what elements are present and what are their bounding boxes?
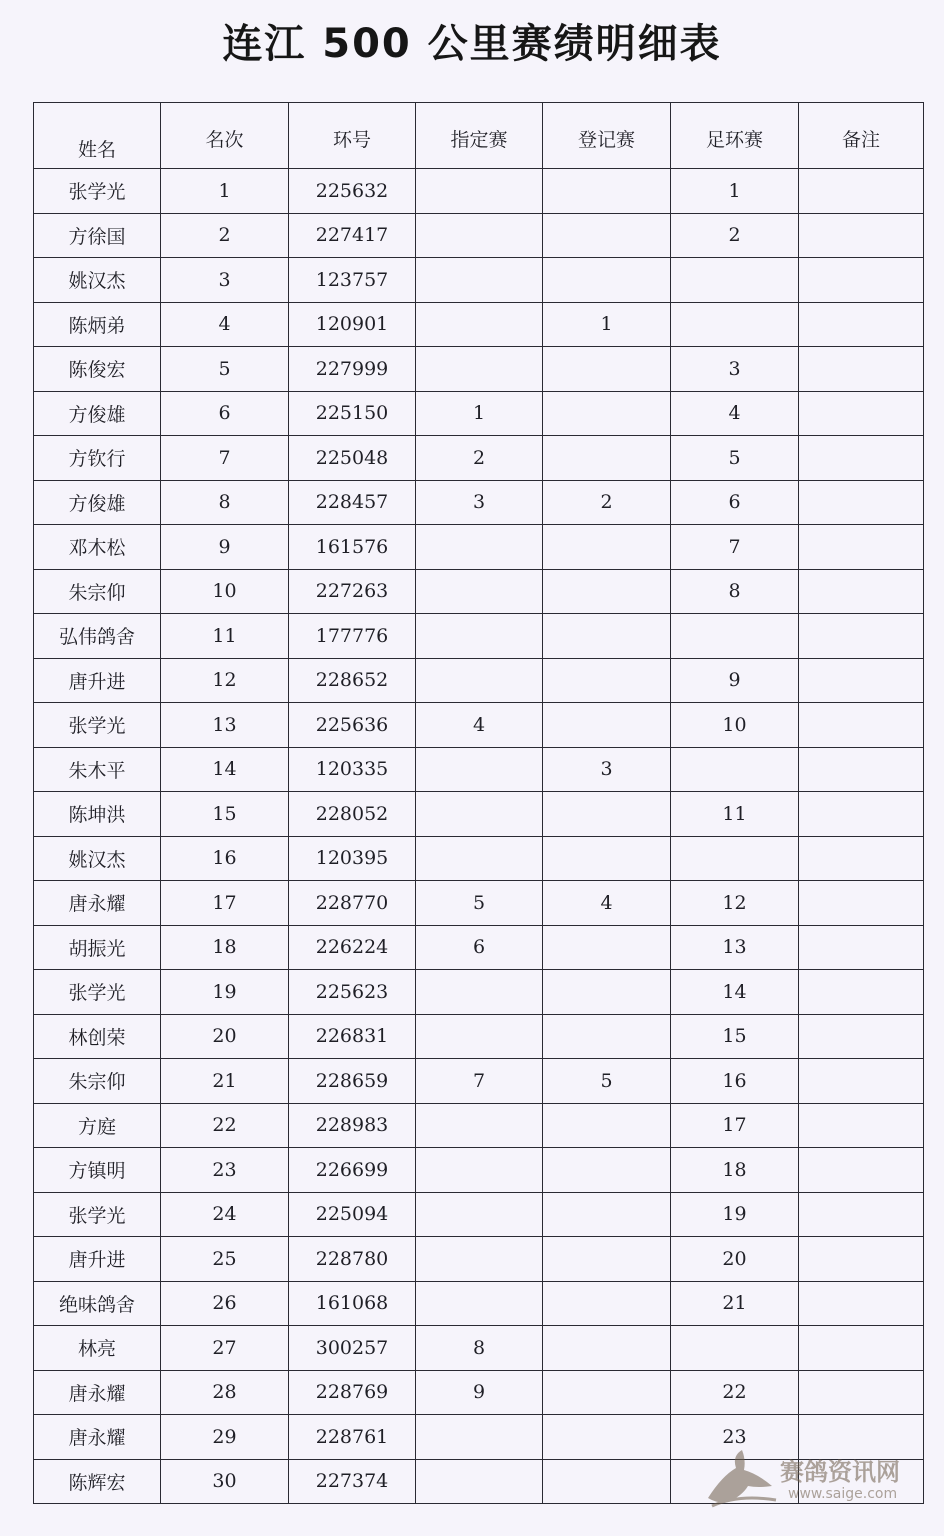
table-row — [34, 881, 924, 926]
cell-zuhuan: 11 — [671, 792, 799, 837]
table-body — [34, 169, 924, 1504]
cell-remark — [799, 1326, 924, 1371]
cell-zuhuan: 4 — [671, 391, 799, 436]
column-header-zuhuan: 足环赛 — [671, 103, 799, 169]
cell-remark — [799, 302, 924, 347]
cell-zhiding — [416, 1415, 543, 1460]
cell-name: 张学光 — [34, 703, 161, 748]
cell-rank: 9 — [161, 525, 289, 570]
table-row — [34, 569, 924, 614]
cell-remark — [799, 1370, 924, 1415]
cell-ring-number: 227374 — [289, 1459, 416, 1504]
cell-name: 弘伟鸽舍 — [34, 614, 161, 659]
cell-rank: 17 — [161, 881, 289, 926]
results-table — [33, 102, 924, 1504]
cell-zuhuan — [671, 836, 799, 881]
cell-zhiding — [416, 747, 543, 792]
cell-zhiding — [416, 347, 543, 392]
table-row — [34, 1192, 924, 1237]
table-row — [34, 970, 924, 1015]
cell-ring-number: 225048 — [289, 436, 416, 481]
cell-dengji — [543, 614, 671, 659]
cell-dengji — [543, 792, 671, 837]
cell-ring-number: 225150 — [289, 391, 416, 436]
cell-ring-number: 228659 — [289, 1059, 416, 1104]
cell-rank: 23 — [161, 1148, 289, 1193]
cell-zhiding — [416, 970, 543, 1015]
cell-rank: 19 — [161, 970, 289, 1015]
cell-dengji — [543, 925, 671, 970]
cell-ring-number: 228780 — [289, 1237, 416, 1282]
cell-rank: 30 — [161, 1459, 289, 1504]
cell-remark — [799, 391, 924, 436]
table-row — [34, 169, 924, 214]
cell-dengji — [543, 836, 671, 881]
page-title: 连江 500 公里赛绩明细表 — [222, 21, 722, 67]
cell-zuhuan — [671, 258, 799, 303]
cell-rank: 4 — [161, 302, 289, 347]
cell-name: 方镇明 — [34, 1148, 161, 1193]
cell-name: 唐升进 — [34, 658, 161, 703]
cell-remark — [799, 970, 924, 1015]
column-header-remark: 备注 — [799, 103, 924, 169]
cell-zhiding: 7 — [416, 1059, 543, 1104]
cell-zuhuan: 12 — [671, 881, 799, 926]
cell-rank: 27 — [161, 1326, 289, 1371]
cell-name: 方俊雄 — [34, 480, 161, 525]
cell-dengji — [543, 391, 671, 436]
cell-zhiding — [416, 525, 543, 570]
cell-zhiding — [416, 258, 543, 303]
cell-dengji — [543, 1014, 671, 1059]
cell-zuhuan: 20 — [671, 1237, 799, 1282]
cell-ring-number: 228457 — [289, 480, 416, 525]
cell-zuhuan: 6 — [671, 480, 799, 525]
cell-rank: 12 — [161, 658, 289, 703]
column-header-zhiding: 指定赛 — [416, 103, 543, 169]
cell-remark — [799, 747, 924, 792]
pigeon-logo-icon — [702, 1446, 782, 1512]
table-row — [34, 1370, 924, 1415]
cell-ring-number: 228761 — [289, 1415, 416, 1460]
cell-name: 方俊雄 — [34, 391, 161, 436]
cell-rank: 2 — [161, 213, 289, 258]
cell-zhiding — [416, 213, 543, 258]
cell-zhiding — [416, 1148, 543, 1193]
cell-name: 邓木松 — [34, 525, 161, 570]
cell-ring-number: 228052 — [289, 792, 416, 837]
cell-rank: 16 — [161, 836, 289, 881]
table-row — [34, 525, 924, 570]
cell-zhiding: 4 — [416, 703, 543, 748]
cell-dengji — [543, 1415, 671, 1460]
table-row — [34, 213, 924, 258]
cell-remark — [799, 1192, 924, 1237]
table-row — [34, 614, 924, 659]
cell-dengji — [543, 970, 671, 1015]
cell-zuhuan: 2 — [671, 213, 799, 258]
cell-dengji — [543, 169, 671, 214]
cell-dengji — [543, 436, 671, 481]
table-row — [34, 391, 924, 436]
cell-zuhuan: 3 — [671, 347, 799, 392]
cell-rank: 28 — [161, 1370, 289, 1415]
cell-remark — [799, 836, 924, 881]
cell-dengji — [543, 1192, 671, 1237]
cell-remark — [799, 258, 924, 303]
cell-zhiding: 3 — [416, 480, 543, 525]
cell-dengji — [543, 1281, 671, 1326]
cell-name: 陈辉宏 — [34, 1459, 161, 1504]
cell-ring-number: 123757 — [289, 258, 416, 303]
cell-name: 唐永耀 — [34, 1370, 161, 1415]
cell-remark — [799, 792, 924, 837]
cell-name: 唐升进 — [34, 1237, 161, 1282]
results-table-container — [33, 102, 923, 1504]
cell-zhiding: 9 — [416, 1370, 543, 1415]
cell-zhiding: 2 — [416, 436, 543, 481]
cell-rank: 25 — [161, 1237, 289, 1282]
cell-zhiding: 6 — [416, 925, 543, 970]
cell-rank: 24 — [161, 1192, 289, 1237]
cell-remark — [799, 525, 924, 570]
cell-zuhuan: 22 — [671, 1370, 799, 1415]
cell-dengji — [543, 1148, 671, 1193]
cell-dengji — [543, 347, 671, 392]
cell-remark — [799, 1103, 924, 1148]
table-row — [34, 1237, 924, 1282]
column-header-name: 姓名 — [34, 103, 161, 169]
cell-ring-number: 225632 — [289, 169, 416, 214]
cell-zhiding: 1 — [416, 391, 543, 436]
cell-name: 方庭 — [34, 1103, 161, 1148]
cell-dengji: 1 — [543, 302, 671, 347]
table-row — [34, 480, 924, 525]
cell-zuhuan — [671, 747, 799, 792]
cell-name: 朱木平 — [34, 747, 161, 792]
cell-zuhuan: 16 — [671, 1059, 799, 1104]
cell-zuhuan — [671, 302, 799, 347]
cell-rank: 20 — [161, 1014, 289, 1059]
cell-name: 朱宗仰 — [34, 569, 161, 614]
cell-rank: 15 — [161, 792, 289, 837]
table-header-row — [34, 103, 924, 169]
cell-dengji — [543, 213, 671, 258]
cell-ring-number: 227999 — [289, 347, 416, 392]
cell-name: 方徐国 — [34, 213, 161, 258]
watermark-url: www.saige.com — [788, 1486, 898, 1502]
cell-ring-number: 227263 — [289, 569, 416, 614]
cell-name: 张学光 — [34, 970, 161, 1015]
cell-zhiding — [416, 1192, 543, 1237]
cell-name: 陈炳弟 — [34, 302, 161, 347]
cell-ring-number: 225623 — [289, 970, 416, 1015]
cell-ring-number: 228769 — [289, 1370, 416, 1415]
cell-zhiding — [416, 1459, 543, 1504]
cell-rank: 6 — [161, 391, 289, 436]
cell-remark — [799, 1148, 924, 1193]
cell-remark — [799, 213, 924, 258]
cell-zuhuan — [671, 1326, 799, 1371]
cell-name: 姚汉杰 — [34, 258, 161, 303]
table-row — [34, 302, 924, 347]
cell-zuhuan: 18 — [671, 1148, 799, 1193]
watermark-text: 赛鸽资讯网 — [780, 1458, 900, 1486]
cell-name: 张学光 — [34, 169, 161, 214]
cell-name: 陈坤洪 — [34, 792, 161, 837]
cell-remark — [799, 658, 924, 703]
cell-zhiding — [416, 569, 543, 614]
cell-rank: 21 — [161, 1059, 289, 1104]
cell-zhiding — [416, 1237, 543, 1282]
cell-remark — [799, 925, 924, 970]
cell-zuhuan: 21 — [671, 1281, 799, 1326]
cell-ring-number: 226699 — [289, 1148, 416, 1193]
cell-zuhuan: 17 — [671, 1103, 799, 1148]
cell-rank: 29 — [161, 1415, 289, 1460]
cell-zhiding — [416, 792, 543, 837]
cell-name: 唐永耀 — [34, 881, 161, 926]
cell-dengji: 4 — [543, 881, 671, 926]
cell-zuhuan: 19 — [671, 1192, 799, 1237]
cell-zhiding — [416, 836, 543, 881]
cell-rank: 1 — [161, 169, 289, 214]
table-row — [34, 347, 924, 392]
cell-dengji — [543, 658, 671, 703]
cell-dengji — [543, 1237, 671, 1282]
table-row — [34, 1148, 924, 1193]
cell-dengji: 3 — [543, 747, 671, 792]
cell-zuhuan: 15 — [671, 1014, 799, 1059]
table-row — [34, 258, 924, 303]
cell-rank: 11 — [161, 614, 289, 659]
cell-ring-number: 161576 — [289, 525, 416, 570]
cell-ring-number: 120335 — [289, 747, 416, 792]
cell-ring-number: 300257 — [289, 1326, 416, 1371]
cell-remark — [799, 347, 924, 392]
table-row — [34, 658, 924, 703]
cell-dengji — [543, 258, 671, 303]
cell-zhiding — [416, 1014, 543, 1059]
cell-name: 朱宗仰 — [34, 1059, 161, 1104]
table-row — [34, 792, 924, 837]
cell-zuhuan: 9 — [671, 658, 799, 703]
cell-name: 胡振光 — [34, 925, 161, 970]
table-row — [34, 1326, 924, 1371]
cell-ring-number: 228770 — [289, 881, 416, 926]
cell-ring-number: 225636 — [289, 703, 416, 748]
cell-remark — [799, 1014, 924, 1059]
cell-rank: 26 — [161, 1281, 289, 1326]
cell-dengji — [543, 1370, 671, 1415]
cell-dengji — [543, 525, 671, 570]
cell-dengji — [543, 1103, 671, 1148]
table-row — [34, 747, 924, 792]
watermark — [702, 1446, 922, 1516]
cell-remark — [799, 169, 924, 214]
table-row — [34, 703, 924, 748]
cell-ring-number: 120395 — [289, 836, 416, 881]
cell-name: 方钦行 — [34, 436, 161, 481]
cell-remark — [799, 436, 924, 481]
cell-zhiding: 5 — [416, 881, 543, 926]
cell-ring-number: 177776 — [289, 614, 416, 659]
cell-remark — [799, 569, 924, 614]
table-row — [34, 1014, 924, 1059]
cell-name: 陈俊宏 — [34, 347, 161, 392]
cell-zhiding — [416, 658, 543, 703]
cell-remark — [799, 614, 924, 659]
cell-rank: 22 — [161, 1103, 289, 1148]
cell-zhiding — [416, 302, 543, 347]
cell-name: 唐永耀 — [34, 1415, 161, 1460]
cell-zuhuan: 8 — [671, 569, 799, 614]
table-row — [34, 925, 924, 970]
cell-rank: 5 — [161, 347, 289, 392]
cell-dengji: 2 — [543, 480, 671, 525]
cell-name: 绝味鸽舍 — [34, 1281, 161, 1326]
cell-ring-number: 227417 — [289, 213, 416, 258]
cell-dengji: 5 — [543, 1059, 671, 1104]
cell-dengji — [543, 703, 671, 748]
cell-rank: 10 — [161, 569, 289, 614]
cell-zuhuan: 10 — [671, 703, 799, 748]
cell-zuhuan: 7 — [671, 525, 799, 570]
cell-remark — [799, 1059, 924, 1104]
cell-rank: 3 — [161, 258, 289, 303]
table-row — [34, 1281, 924, 1326]
column-header-rank: 名次 — [161, 103, 289, 169]
table-row — [34, 836, 924, 881]
cell-zhiding: 8 — [416, 1326, 543, 1371]
cell-name: 林创荣 — [34, 1014, 161, 1059]
column-header-ring: 环号 — [289, 103, 416, 169]
cell-rank: 8 — [161, 480, 289, 525]
cell-zuhuan: 1 — [671, 169, 799, 214]
cell-remark — [799, 1237, 924, 1282]
cell-dengji — [543, 569, 671, 614]
cell-zuhuan — [671, 614, 799, 659]
cell-ring-number: 226224 — [289, 925, 416, 970]
cell-name: 林亮 — [34, 1326, 161, 1371]
cell-rank: 13 — [161, 703, 289, 748]
cell-zhiding — [416, 1103, 543, 1148]
table-row — [34, 1103, 924, 1148]
cell-remark — [799, 480, 924, 525]
cell-dengji — [543, 1326, 671, 1371]
column-header-dengji: 登记赛 — [543, 103, 671, 169]
cell-ring-number: 225094 — [289, 1192, 416, 1237]
table-row — [34, 436, 924, 481]
cell-ring-number: 161068 — [289, 1281, 416, 1326]
table-row — [34, 1059, 924, 1104]
cell-zuhuan: 23 — [671, 1415, 799, 1460]
cell-zhiding — [416, 1281, 543, 1326]
cell-zuhuan: 14 — [671, 970, 799, 1015]
cell-remark — [799, 881, 924, 926]
cell-rank: 18 — [161, 925, 289, 970]
cell-zuhuan: 5 — [671, 436, 799, 481]
cell-dengji — [543, 1459, 671, 1504]
cell-remark — [799, 1281, 924, 1326]
cell-ring-number: 228652 — [289, 658, 416, 703]
cell-name: 姚汉杰 — [34, 836, 161, 881]
cell-rank: 7 — [161, 436, 289, 481]
cell-zhiding — [416, 614, 543, 659]
cell-ring-number: 228983 — [289, 1103, 416, 1148]
cell-ring-number: 120901 — [289, 302, 416, 347]
cell-zhiding — [416, 169, 543, 214]
cell-ring-number: 226831 — [289, 1014, 416, 1059]
cell-zuhuan: 13 — [671, 925, 799, 970]
cell-remark — [799, 703, 924, 748]
cell-name: 张学光 — [34, 1192, 161, 1237]
cell-rank: 14 — [161, 747, 289, 792]
